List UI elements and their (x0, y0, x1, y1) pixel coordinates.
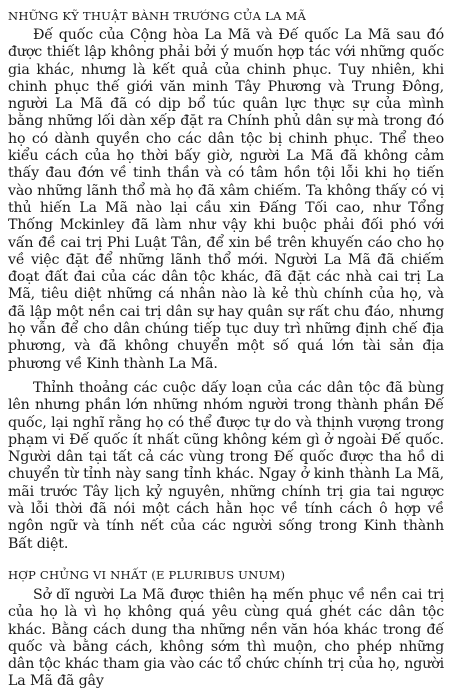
section-heading-e-pluribus-unum: HỢP CHỦNG VI NHẤT (E PLURIBUS UNUM) (8, 567, 286, 582)
paragraph: Thỉnh thoảng các cuộc dấy loạn của các dân tộc đã bùng lên nhưng phần lớn những nhóm người trong thành phần Đế quốc, lại nghĩ rằng họ có thể được tự do và thịnh vượng trong phạm vi Đế quốc ít nhất cũng không kém gì ở ngoài Đế quốc. Người dân tại tất cả các vùng trong Đế quốc được tha hồ di chuyển từ tỉnh này sang tỉnh khác. Ngay ở kinh thành La Mã, mãi trước Tây lịch kỷ nguyên, những chính trị gia tai ngược và lỗi thời đã nói một cách hằn học về tính cách ô hợp về ngôn ngữ và tính nết của các người sống trong Kinh thành Bất diệt. (8, 379, 444, 552)
section-heading-expansion-techniques: NHỮNG KỸ THUẬT BÀNH TRƯỚNG CỦA LA MÃ (8, 9, 307, 23)
paragraph: Sở dĩ người La Mã được thiên hạ mến phục về nền cai trị của họ là vì họ không quá yêu cùng quá ghét các dân tộc khác. Bằng cách dung tha những nền văn hóa khác trong đế quốc và bằng cách, không sớm thì muộn, cho phép những dân tộc khác tham gia vào các tổ chức chính trị của họ, người La Mã đã gây (8, 586, 444, 690)
paragraph: Đế quốc của Cộng hòa La Mã và Đế quốc La Mã sau đó được thiết lập không phải bởi ý muốn hợp tác với những quốc gia khác, nhưng là kết quả của chinh phục. Tuy nhiên, khi chinh phục thế giới văn minh Tây Phương và Trung Đông, người La Mã đã có dịp bổ túc quân lực thực sự của mình bằng những lối dàn xếp đặt ra Chính phủ dân sự mà trong đó họ có dành quyền cho các dân tộc bị chinh phục. Thể theo kiểu cách của họ thời bấy giờ, người La Mã đã không cảm thấy đau đớn về tinh thần và có tâm hồn tội lỗi khi họ tiến vào những lãnh thổ mà họ đã xâm chiếm. Ta không thấy có vị thủ hiến La Mã nào lại cầu xin Đấng Tối cao, như Tổng Thống Mckinley đã làm như vậy khi buộc phải đối phó với vấn đề cai trị Phi Luật Tân, để xin bề trên khuyến cáo cho họ về việc đặt để những lãnh thổ mới. Người La Mã đã chiếm đoạt đất đai của các dân tộc khác, đã đặt các nhà cai trị La Mã, tiêu diệt những cá nhân nào là kẻ thù chính của họ, và đã lập một nền cai trị dân sự hay quân sự rất chu đáo, nhưng họ vẫn để cho dân chúng tiếp tục duy trì những định chế địa phương, và đã không chuyển một số quá lớn tài sản địa phương về Kinh thành La Mã. (8, 27, 444, 372)
